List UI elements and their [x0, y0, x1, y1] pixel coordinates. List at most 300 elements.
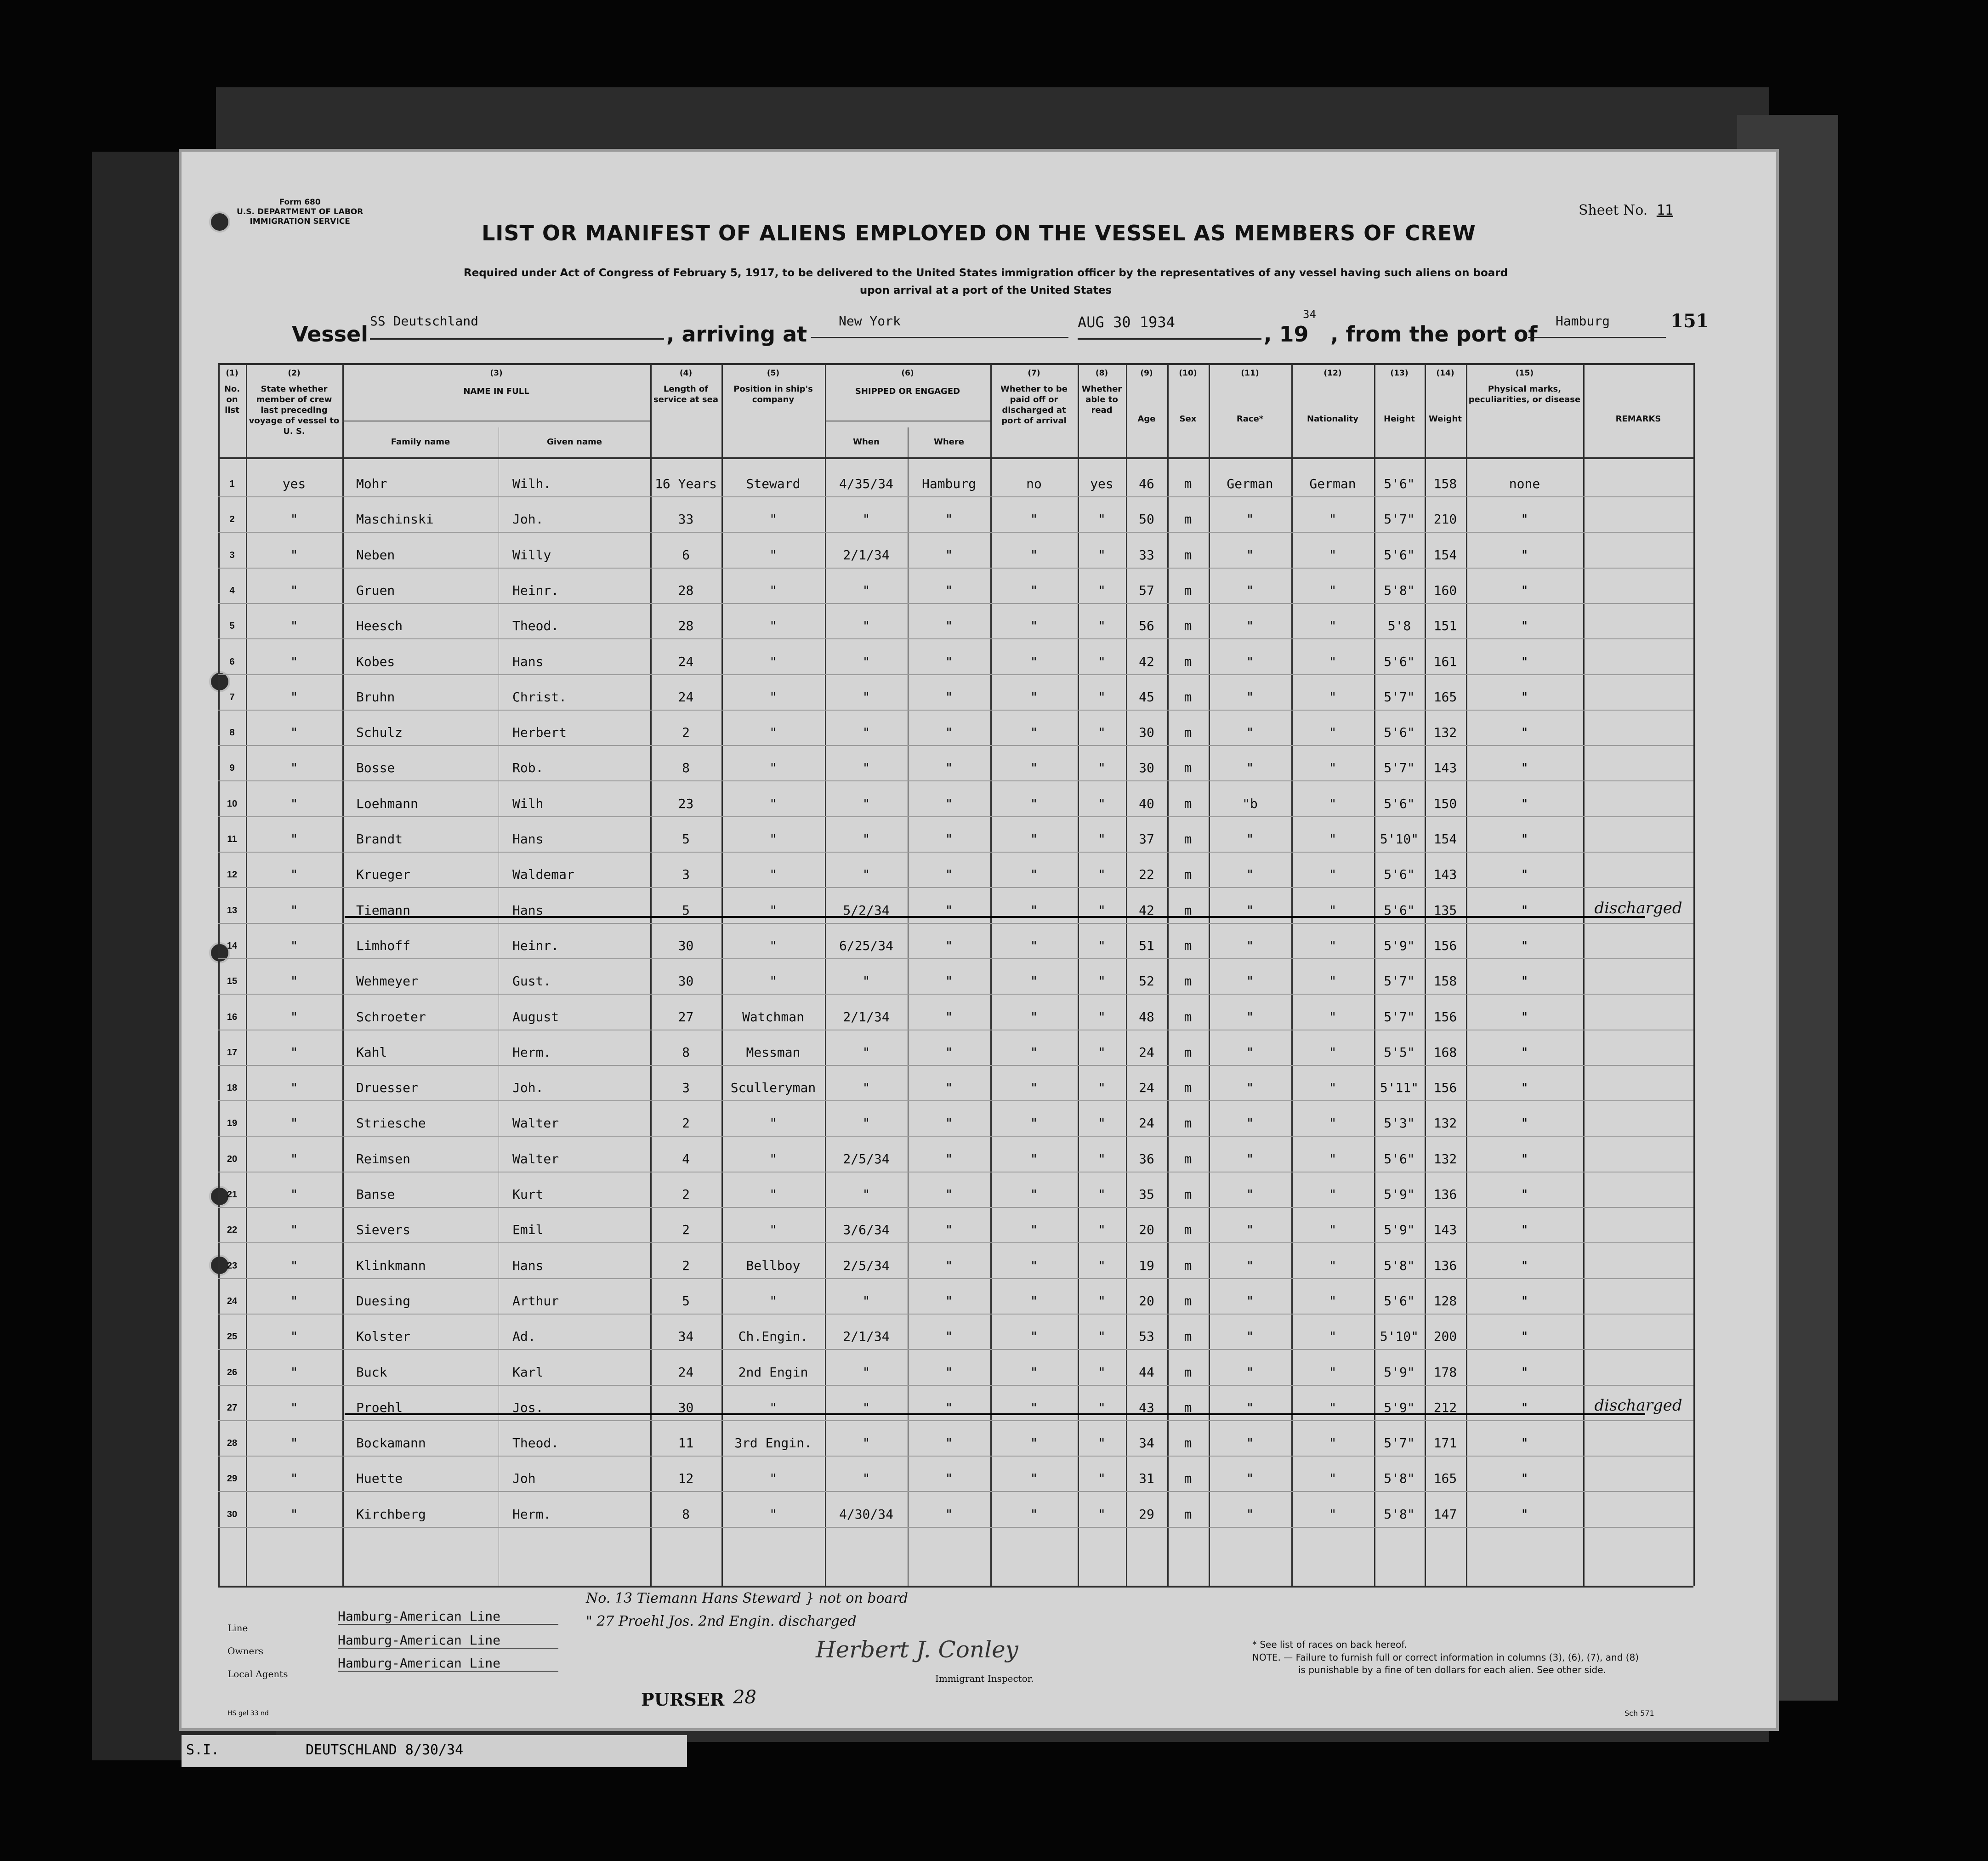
when-header: When: [853, 437, 880, 447]
cell-service: 23: [678, 796, 694, 811]
cell-where: ": [945, 1293, 953, 1309]
column-header: Weight: [1429, 414, 1462, 424]
inspector-label: Immigrant Inspector.: [935, 1673, 1034, 1684]
cell-sex: m: [1184, 582, 1192, 598]
cell-race: ": [1246, 1400, 1254, 1415]
table-row-rule: [218, 1349, 1693, 1350]
column-number: (15): [1515, 369, 1534, 378]
cell-crew: ": [290, 1364, 298, 1380]
cell-read: ": [1098, 1044, 1106, 1060]
cell-race: ": [1246, 1080, 1254, 1096]
cell-service: 2: [682, 1115, 690, 1131]
cell-read: ": [1098, 1329, 1106, 1344]
cell-sex: m: [1184, 1080, 1192, 1096]
cell-where: ": [945, 689, 953, 705]
cell-family: Kirchberg: [356, 1506, 426, 1522]
cell-read: yes: [1090, 476, 1113, 491]
cell-marks: ": [1521, 1435, 1528, 1451]
cell-family: Krueger: [356, 867, 411, 882]
cell-no: 25: [227, 1332, 238, 1342]
cell-read: ": [1098, 1151, 1106, 1167]
cell-age: 48: [1139, 1009, 1154, 1024]
cell-read: ": [1098, 1506, 1106, 1522]
cell-sex: m: [1184, 831, 1192, 847]
cell-no: 10: [227, 798, 238, 809]
column-header: Age: [1137, 414, 1156, 424]
table-row-rule: [218, 532, 1693, 533]
cell-paid: ": [1030, 1400, 1038, 1415]
column-number: (9): [1140, 369, 1153, 378]
cell-height: 5'6": [1384, 902, 1415, 918]
cell-position: 2nd Engin: [738, 1364, 808, 1380]
cell-position: ": [769, 1400, 777, 1415]
cell-read: ": [1098, 547, 1106, 563]
cell-weight: 200: [1433, 1329, 1457, 1344]
cell-marks: ": [1521, 1258, 1528, 1273]
header-bottom-rule: [218, 457, 1693, 459]
cell-sex: m: [1184, 1293, 1192, 1309]
cell-sex: m: [1184, 1506, 1192, 1522]
table-row-rule: [218, 1527, 1693, 1528]
race-note: * See list of races on back hereof.: [1252, 1639, 1407, 1650]
from-port-label: , from the port of: [1330, 322, 1538, 347]
cell-weight: 210: [1433, 512, 1457, 527]
column-number: (10): [1179, 369, 1197, 378]
cell-marks: ": [1521, 1329, 1528, 1344]
table-row-rule: [218, 745, 1693, 746]
table-row-rule: [218, 1385, 1693, 1386]
cell-race: ": [1246, 1187, 1254, 1202]
cell-crew: ": [290, 1009, 298, 1024]
cell-sex: m: [1184, 1258, 1192, 1273]
column-number: (1): [226, 369, 239, 378]
column-header: SHIPPED OR ENGAGED: [855, 387, 960, 396]
cell-weight: 143: [1433, 1222, 1457, 1238]
cell-nat: ": [1329, 1258, 1337, 1273]
table-row-rule: [218, 852, 1693, 853]
cell-when: ": [862, 796, 870, 811]
cell-height: 5'6": [1384, 1293, 1415, 1309]
cell-family: Kobes: [356, 654, 395, 669]
cell-given: Rob.: [512, 760, 544, 776]
cell-position: ": [769, 973, 777, 989]
cell-marks: ": [1521, 1222, 1528, 1238]
cell-given: Theod.: [512, 1435, 559, 1451]
cell-family: Bockamann: [356, 1435, 426, 1451]
cell-race: ": [1246, 689, 1254, 705]
cell-marks: ": [1521, 512, 1528, 527]
cell-no: 21: [227, 1189, 238, 1200]
cell-read: ": [1098, 867, 1106, 882]
sheet-number: [1579, 202, 1673, 218]
cell-crew: ": [290, 902, 298, 918]
cell-height: 5'7": [1384, 973, 1415, 989]
cell-service: 8: [682, 1044, 690, 1060]
cell-read: ": [1098, 1115, 1106, 1131]
cell-where: ": [945, 1471, 953, 1486]
cell-weight: 165: [1433, 689, 1457, 705]
column-header: REMARKS: [1615, 414, 1661, 424]
cell-nat: ": [1329, 689, 1337, 705]
cell-where: ": [945, 1435, 953, 1451]
cell-service: 30: [678, 1400, 694, 1415]
from-port-field: Hamburg: [1528, 313, 1666, 338]
cell-height: 5'10": [1380, 1329, 1419, 1344]
cell-where: ": [945, 547, 953, 563]
column-number: (4): [679, 369, 693, 378]
cell-paid: ": [1030, 1364, 1038, 1380]
column-header: Sex: [1179, 414, 1197, 424]
cell-service: 5: [682, 831, 690, 847]
cell-sex: m: [1184, 1400, 1192, 1415]
cell-when: ": [862, 618, 870, 634]
cell-height: 5'3": [1384, 1115, 1415, 1131]
cell-read: ": [1098, 831, 1106, 847]
cell-position: ": [769, 1293, 777, 1309]
cell-where: ": [945, 973, 953, 989]
cell-sex: m: [1184, 796, 1192, 811]
cell-family: Bruhn: [356, 689, 395, 705]
cell-when: ": [862, 973, 870, 989]
cell-service: 30: [678, 938, 694, 953]
cell-family: Buck: [356, 1364, 387, 1380]
table-row-rule: [218, 1207, 1693, 1208]
cell-crew: ": [290, 1044, 298, 1060]
cell-marks: ": [1521, 1506, 1528, 1522]
cell-paid: ": [1030, 1471, 1038, 1486]
cell-age: 30: [1139, 760, 1154, 776]
cell-position: ": [769, 760, 777, 776]
cell-position: Sculleryman: [730, 1080, 816, 1096]
film-label-strip: [182, 1735, 687, 1767]
cell-height: 5'8: [1387, 618, 1411, 634]
cell-weight: 128: [1433, 1293, 1457, 1309]
cell-marks: ": [1521, 1044, 1528, 1060]
vessel-label: Vessel: [292, 322, 369, 347]
cell-no: 1: [229, 479, 235, 489]
cell-when: ": [862, 760, 870, 776]
cell-race: ": [1246, 938, 1254, 953]
table-row-rule: [218, 1100, 1693, 1101]
cell-crew: yes: [282, 476, 306, 491]
cell-paid: ": [1030, 867, 1038, 882]
cell-sex: m: [1184, 1329, 1192, 1344]
cell-weight: 135: [1433, 902, 1457, 918]
cell-when: ": [862, 582, 870, 598]
column-rule: [1693, 363, 1695, 1586]
cell-service: 30: [678, 973, 694, 989]
cell-weight: 132: [1433, 725, 1457, 740]
cell-sex: m: [1184, 547, 1192, 563]
column-number: (2): [288, 369, 301, 378]
cell-nat: ": [1329, 1151, 1337, 1167]
cell-position: ": [769, 1115, 777, 1131]
cell-height: 5'9": [1384, 1364, 1415, 1380]
cell-given: Heinr.: [512, 582, 559, 598]
table-row-rule: [218, 923, 1693, 924]
cell-read: ": [1098, 1364, 1106, 1380]
cell-crew: ": [290, 1080, 298, 1096]
cell-height: 5'9": [1384, 1400, 1415, 1415]
cell-race: ": [1246, 1115, 1254, 1131]
cell-read: ": [1098, 1009, 1106, 1024]
cell-nat: ": [1329, 1471, 1337, 1486]
cell-family: Kolster: [356, 1329, 411, 1344]
cell-read: ": [1098, 689, 1106, 705]
cell-position: ": [769, 1222, 777, 1238]
cell-sex: m: [1184, 654, 1192, 669]
table-row-rule: [218, 1278, 1693, 1279]
cell-weight: 156: [1433, 1009, 1457, 1024]
manifest-sheet: [182, 152, 1776, 1728]
cell-marks: ": [1521, 1187, 1528, 1202]
table-row-rule: [218, 710, 1693, 711]
cell-height: 5'6": [1384, 476, 1415, 491]
table-row-rule: [218, 1456, 1693, 1457]
cell-where: ": [945, 1151, 953, 1167]
arriving-port-field: New York: [811, 313, 1068, 338]
cell-height: 5'9": [1384, 1222, 1415, 1238]
cell-nat: ": [1329, 938, 1337, 953]
cell-weight: 132: [1433, 1151, 1457, 1167]
cell-service: 8: [682, 760, 690, 776]
cell-given: Waldemar: [512, 867, 574, 882]
cell-family: Proehl: [356, 1400, 403, 1415]
cell-crew: ": [290, 725, 298, 740]
cell-read: ": [1098, 760, 1106, 776]
table-row-rule: [218, 496, 1693, 497]
cell-height: 5'8": [1384, 1471, 1415, 1486]
cell-service: 8: [682, 1506, 690, 1522]
cell-no: 20: [227, 1154, 238, 1164]
arriving-label: , arriving at: [666, 322, 807, 347]
cell-marks: ": [1521, 1080, 1528, 1096]
cell-paid: ": [1030, 654, 1038, 669]
table-row-rule: [218, 1242, 1693, 1243]
cell-marks: ": [1521, 582, 1528, 598]
column-number: (7): [1028, 369, 1040, 378]
cell-when: 2/1/34: [843, 1329, 890, 1344]
cell-where: ": [945, 760, 953, 776]
cell-crew: ": [290, 938, 298, 953]
cell-no: 27: [227, 1402, 238, 1413]
subtitle-line-1: Required under Act of Congress of February 5, 1917, to be delivered to the United States immigration officer by the representatives of any vessel having such aliens on board: [463, 267, 1508, 279]
cell-paid: ": [1030, 760, 1038, 776]
cell-service: 2: [682, 725, 690, 740]
cell-age: 56: [1139, 618, 1154, 634]
cell-nat: German: [1309, 476, 1356, 491]
cell-height: 5'7": [1384, 1009, 1415, 1024]
cell-age: 40: [1139, 796, 1154, 811]
cell-no: 9: [229, 763, 235, 774]
table-row-rule: [218, 1065, 1693, 1066]
cell-no: 17: [227, 1047, 238, 1058]
cell-service: 27: [678, 1009, 694, 1024]
cell-marks: ": [1521, 973, 1528, 989]
cell-crew: ": [290, 1151, 298, 1167]
cell-service: 5: [682, 1293, 690, 1309]
vessel-line: [292, 308, 1670, 349]
cell-paid: ": [1030, 1258, 1038, 1273]
cell-height: 5'6": [1384, 725, 1415, 740]
cell-no: 14: [227, 940, 238, 951]
cell-given: Wilh.: [512, 476, 551, 491]
cell-service: 16 Years: [655, 476, 717, 491]
cell-when: ": [862, 689, 870, 705]
cell-read: ": [1098, 1293, 1106, 1309]
cell-crew: ": [290, 1435, 298, 1451]
cell-marks: ": [1521, 654, 1528, 669]
cell-paid: ": [1030, 1187, 1038, 1202]
cell-paid: ": [1030, 902, 1038, 918]
cell-given: Jos.: [512, 1400, 544, 1415]
cell-sex: m: [1184, 618, 1192, 634]
cell-read: ": [1098, 1258, 1106, 1273]
cell-age: 35: [1139, 1187, 1154, 1202]
cell-when: ": [862, 654, 870, 669]
cell-height: 5'8": [1384, 1258, 1415, 1273]
cell-when: ": [862, 1400, 870, 1415]
cell-where: ": [945, 1329, 953, 1344]
cell-no: 19: [227, 1118, 238, 1129]
cell-no: 30: [227, 1509, 238, 1520]
table-row-rule: [218, 816, 1693, 817]
manifest-footer: [218, 1586, 1693, 1724]
cell-marks: ": [1521, 1400, 1528, 1415]
column-header: No. on list: [224, 384, 240, 415]
cell-family: Schulz: [356, 725, 403, 740]
cell-paid: ": [1030, 1151, 1038, 1167]
cell-race: ": [1246, 1506, 1254, 1522]
cell-race: ": [1246, 1471, 1254, 1486]
family-name-header: Family name: [391, 437, 450, 447]
cell-position: Watchman: [742, 1009, 804, 1024]
cell-paid: ": [1030, 1044, 1038, 1060]
cell-read: ": [1098, 973, 1106, 989]
table-row-rule: [218, 603, 1693, 604]
cell-weight: 171: [1433, 1435, 1457, 1451]
cell-nat: ": [1329, 1115, 1337, 1131]
cell-height: 5'6": [1384, 547, 1415, 563]
cell-when: ": [862, 867, 870, 882]
cell-given: Joh: [512, 1471, 536, 1486]
cell-where: ": [945, 796, 953, 811]
cell-service: 5: [682, 902, 690, 918]
cell-paid: ": [1030, 1009, 1038, 1024]
cell-sex: m: [1184, 1435, 1192, 1451]
cell-given: Emil: [512, 1222, 544, 1238]
cell-sex: m: [1184, 476, 1192, 491]
cell-given: Hans: [512, 902, 544, 918]
cell-sex: m: [1184, 1222, 1192, 1238]
cell-weight: 178: [1433, 1364, 1457, 1380]
cell-given: Theod.: [512, 618, 559, 634]
arrival-date-stamp: AUG 30 1934: [1078, 313, 1261, 340]
cell-crew: ": [290, 796, 298, 811]
cell-height: 5'10": [1380, 831, 1419, 847]
cell-service: 3: [682, 867, 690, 882]
cell-family: Schroeter: [356, 1009, 426, 1024]
cell-nat: ": [1329, 547, 1337, 563]
cell-read: ": [1098, 796, 1106, 811]
cell-crew: ": [290, 654, 298, 669]
cell-family: Sievers: [356, 1222, 411, 1238]
table-row-rule: [218, 994, 1693, 995]
cell-race: ": [1246, 654, 1254, 669]
cell-no: 13: [227, 905, 238, 916]
cell-race: ": [1246, 1435, 1254, 1451]
cell-crew: ": [290, 1293, 298, 1309]
cell-where: ": [945, 1009, 953, 1024]
cell-service: 28: [678, 582, 694, 598]
cell-when: 2/5/34: [843, 1151, 890, 1167]
cell-given: Joh.: [512, 512, 544, 527]
cell-position: ": [769, 831, 777, 847]
cell-nat: ": [1329, 1080, 1337, 1096]
department-name: U.S. DEPARTMENT OF LABOR: [237, 207, 364, 216]
cell-paid: ": [1030, 1115, 1038, 1131]
cell-where: ": [945, 725, 953, 740]
cell-given: Hans: [512, 1258, 544, 1273]
column-header: Race*: [1236, 414, 1264, 424]
cell-position: ": [769, 512, 777, 527]
cell-marks: ": [1521, 1471, 1528, 1486]
cell-where: ": [945, 1364, 953, 1380]
cell-race: ": [1246, 1258, 1254, 1273]
cell-family: Reimsen: [356, 1151, 411, 1167]
table-row-rule: [218, 674, 1693, 675]
column-number: (3): [490, 369, 503, 378]
cell-read: ": [1098, 1400, 1106, 1415]
cell-service: 24: [678, 689, 694, 705]
column-number: (8): [1095, 369, 1108, 378]
table-row-rule: [218, 1314, 1693, 1315]
cell-weight: 136: [1433, 1187, 1457, 1202]
cell-crew: ": [290, 973, 298, 989]
cell-marks: ": [1521, 831, 1528, 847]
cell-family: Duesing: [356, 1293, 411, 1309]
cell-nat: ": [1329, 1293, 1337, 1309]
cell-when: ": [862, 1044, 870, 1060]
cell-family: Huette: [356, 1471, 403, 1486]
where-header: Where: [934, 437, 964, 447]
cell-where: ": [945, 512, 953, 527]
column-rule: [342, 363, 344, 1586]
cell-nat: ": [1329, 1187, 1337, 1202]
cell-height: 5'5": [1384, 1044, 1415, 1060]
cell-weight: 212: [1433, 1400, 1457, 1415]
table-row-rule: [218, 1136, 1693, 1137]
cell-no: 24: [227, 1296, 238, 1306]
cell-nat: ": [1329, 902, 1337, 918]
cell-paid: ": [1030, 973, 1038, 989]
cell-age: 50: [1139, 512, 1154, 527]
cell-read: ": [1098, 1471, 1106, 1486]
cell-family: Brandt: [356, 831, 403, 847]
cell-read: ": [1098, 582, 1106, 598]
cell-given: Herm.: [512, 1506, 551, 1522]
cell-where: ": [945, 1044, 953, 1060]
column-number: (6): [901, 369, 914, 378]
owners-value: Hamburg-American Line: [338, 1633, 558, 1649]
cell-crew: ": [290, 1471, 298, 1486]
cell-no: 5: [229, 621, 235, 632]
cell-height: 5'9": [1384, 1187, 1415, 1202]
given-name-header: Given name: [547, 437, 602, 447]
cell-no: 28: [227, 1438, 238, 1449]
cell-nat: ": [1329, 654, 1337, 669]
cell-read: ": [1098, 618, 1106, 634]
